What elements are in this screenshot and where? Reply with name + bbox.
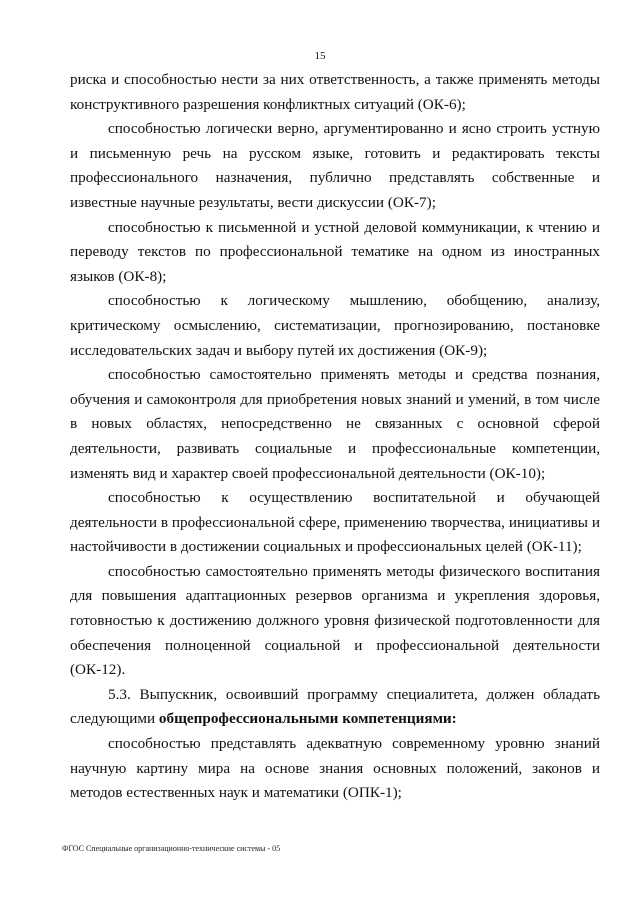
paragraph-ok-6-continuation: риска и способностью нести за них ответственность, а также применять методы конструктивного разрешения конфликтных ситуаций (ОК-6);	[70, 71, 600, 113]
page-number: 15	[314, 50, 326, 62]
paragraph-opk-1: способностью представлять адекватную современному уровню знаний научную картину мира на основе знания основных положений, законов и методов естественных наук и математики (ОПК-1);	[70, 735, 600, 802]
section-5-3-lead: 5.3. Выпускник, освоивший программу специалитета, должен обладать следующими	[70, 685, 600, 728]
paragraph-ok-10: способностью самостоятельно применять методы и средства познания, обучения и самоконтроля для приобретения новых знаний и умений, в том числе в новых областях, непосредственно не связанных с основной сферой деятельности, развивать социальные и профессиональные компетенции, изменять вид и характер своей профессиональной деятельности (ОК-10);	[70, 366, 600, 482]
paragraph-ok-9: способностью к логическому мышлению, обобщению, анализу, критическому осмыслению, систематизации, прогнозированию, постановке исследовательских задач и выбору путей их достижения (ОК-9);	[70, 292, 600, 359]
section-5-3-bold-term: общепрофессиональными компетенциями:	[158, 710, 457, 728]
paragraph-ok-11: способностью к осуществлению воспитательной и обучающей деятельности в профессиональной сфере, применению творчества, инициативы и настойчивости в достижении социальных и профессиональных целей (ОК-11);	[70, 489, 600, 556]
page-footer: ФГОС Специальные организационно-технические системы - 05	[62, 844, 281, 853]
paragraph-ok-7: способностью логически верно, аргументированно и ясно строить устную и письменную речь на русском языке, готовить и редактировать тексты профессионального назначения, публично представлять собственные и известные научные результаты, вести дискуссии (ОК-7);	[70, 120, 600, 211]
paragraph-ok-8: способностью к письменной и устной деловой коммуникации, к чтению и переводу текстов по профессиональной тематике на одном из иностранных языков (ОК-8);	[70, 218, 600, 285]
paragraph-ok-12: способностью самостоятельно применять методы физического воспитания для повышения адаптационных резервов организма и укрепления здоровья, готовностью к достижению должного уровня физической подготовленности для обеспечения полноценной социальной и профессиональной деятельности (ОК-12).	[70, 562, 600, 679]
document-body	[70, 68, 600, 806]
paragraph-section-5-3	[70, 683, 600, 732]
